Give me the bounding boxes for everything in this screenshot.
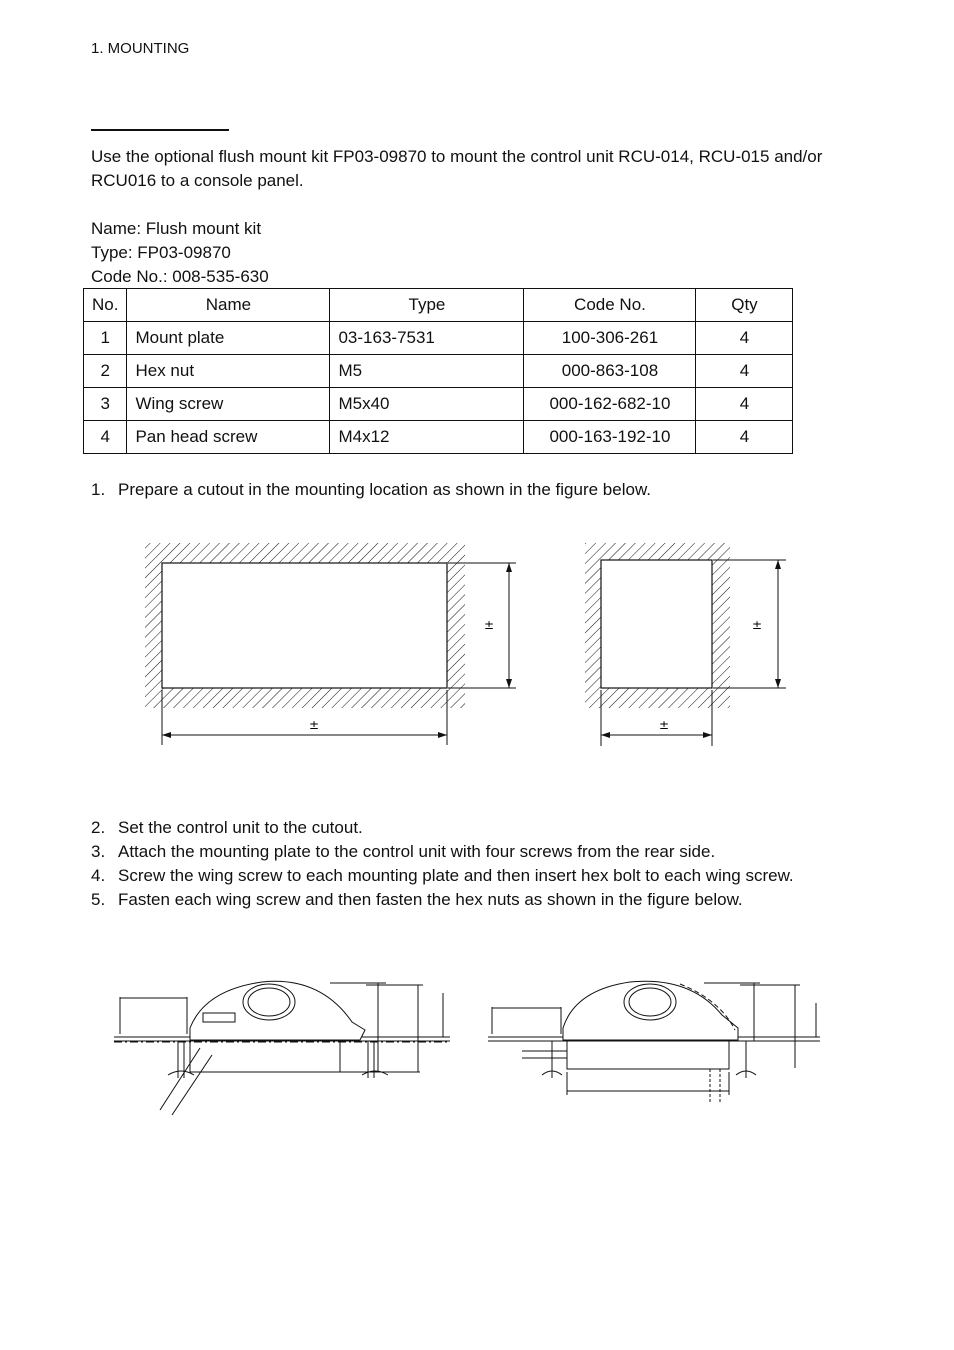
step-number: 4. bbox=[91, 866, 106, 885]
cell-code: 000-162-682-10 bbox=[524, 388, 696, 421]
cell-qty: 4 bbox=[696, 388, 793, 421]
mounted-unit-diagram-box bbox=[488, 981, 820, 1104]
kit-code: Code No.: 008-535-630 bbox=[91, 267, 269, 286]
cell-qty: 4 bbox=[696, 355, 793, 388]
cell-no: 1 bbox=[84, 322, 127, 355]
header-qty: Qty bbox=[696, 289, 793, 322]
tolerance-label: ± bbox=[483, 618, 495, 632]
cell-no: 4 bbox=[84, 421, 127, 454]
cell-code: 000-863-108 bbox=[524, 355, 696, 388]
cell-name: Hex nut bbox=[127, 355, 330, 388]
header-code: Code No. bbox=[524, 289, 696, 322]
intro-paragraph: Use the optional flush mount kit FP03-09870 to mount the control unit RCU-014, RCU-015 and/or RCU016 to a console panel. bbox=[91, 147, 823, 190]
cell-code: 100-306-261 bbox=[524, 322, 696, 355]
step-text: Set the control unit to the cutout. bbox=[118, 818, 363, 837]
cell-qty: 4 bbox=[696, 322, 793, 355]
page-header-section: 1. MOUNTING bbox=[91, 40, 190, 57]
header-no: No. bbox=[84, 289, 127, 322]
step-number: 1. bbox=[91, 480, 106, 499]
cell-name: Mount plate bbox=[127, 322, 330, 355]
cell-code: 000-163-192-10 bbox=[524, 421, 696, 454]
cell-type: 03-163-7531 bbox=[330, 322, 524, 355]
tolerance-label: ± bbox=[308, 718, 320, 732]
cutout-opening bbox=[162, 563, 447, 688]
cutout-opening bbox=[601, 560, 712, 688]
cell-no: 2 bbox=[84, 355, 127, 388]
kit-name: Name: Flush mount kit bbox=[91, 219, 262, 238]
step-number: 2. bbox=[91, 818, 106, 837]
cell-name: Wing screw bbox=[127, 388, 330, 421]
cell-no: 3 bbox=[84, 388, 127, 421]
cell-type: M5 bbox=[330, 355, 524, 388]
tolerance-label: ± bbox=[751, 618, 763, 632]
header-name: Name bbox=[127, 289, 330, 322]
step-text: Screw the wing screw to each mounting plate and then insert hex bolt to each wing screw. bbox=[118, 866, 794, 885]
step-text: Fasten each wing screw and then fasten the hex nuts as shown in the figure below. bbox=[118, 890, 743, 909]
cutout-diagram-wide bbox=[145, 543, 516, 745]
header-type: Type bbox=[330, 289, 524, 322]
cell-type: M5x40 bbox=[330, 388, 524, 421]
cell-name: Pan head screw bbox=[127, 421, 330, 454]
tolerance-label: ± bbox=[658, 718, 670, 732]
step-number: 5. bbox=[91, 890, 106, 909]
mounted-unit-diagram-side-cable bbox=[114, 981, 450, 1115]
step-text: Prepare a cutout in the mounting location as shown in the figure below. bbox=[118, 480, 652, 499]
step-number: 3. bbox=[91, 842, 106, 861]
kit-type: Type: FP03-09870 bbox=[91, 243, 231, 262]
cell-type: M4x12 bbox=[330, 421, 524, 454]
cell-qty: 4 bbox=[696, 421, 793, 454]
cutout-diagram-narrow bbox=[585, 543, 786, 746]
step-text: Attach the mounting plate to the control unit with four screws from the rear side. bbox=[118, 842, 716, 861]
